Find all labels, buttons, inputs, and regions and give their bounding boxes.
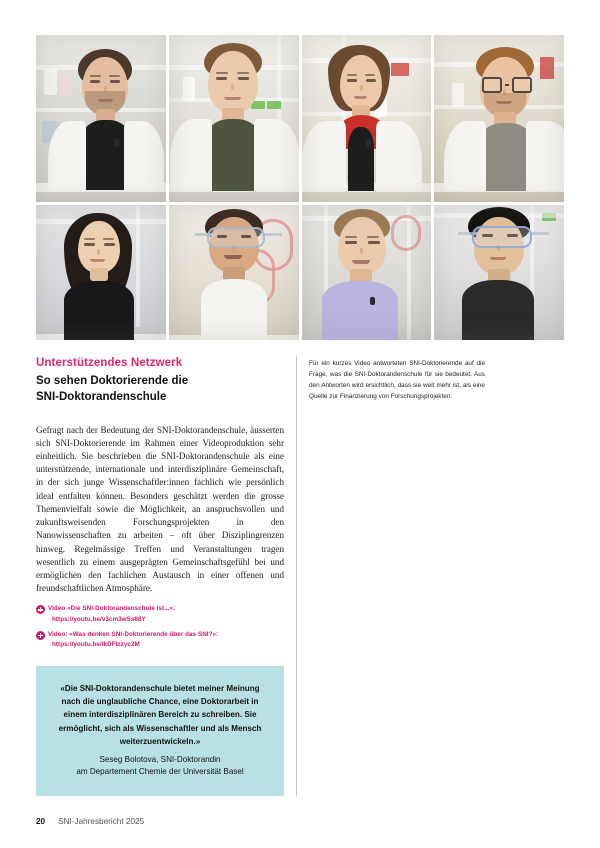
video-link-1[interactable] <box>36 604 284 624</box>
photo-student-7 <box>302 205 432 340</box>
pull-quote-attribution-line-2: am Departement Chemie der Universität Basel <box>76 767 244 777</box>
video-link-2-url[interactable]: https://youtu.be/IkDFIzzyc2M <box>52 641 140 648</box>
photo-student-4 <box>434 35 564 202</box>
photo-student-8 <box>434 205 564 340</box>
pull-quote-attribution <box>53 754 267 779</box>
video-link-2-text <box>48 630 218 650</box>
article-content <box>36 356 564 796</box>
headline-line-1: So sehen Doktorierende die <box>36 374 189 387</box>
plus-circle-icon <box>36 605 45 614</box>
pull-quote-box <box>36 666 284 796</box>
footer-publication-label: SNI-Jahresbericht 2025 <box>58 817 145 826</box>
video-link-1-text <box>48 604 175 624</box>
plus-circle-icon <box>36 631 45 640</box>
photo-student-1 <box>36 35 166 202</box>
photo-row-top <box>36 35 564 202</box>
page-title <box>36 373 284 406</box>
video-link-2[interactable] <box>36 630 284 650</box>
photo-row-bottom <box>36 205 564 340</box>
video-link-1-url[interactable]: https://youtu.be/v3cm3wSs88Y <box>52 615 146 623</box>
photo-student-3 <box>302 35 432 202</box>
column-divider <box>296 356 297 796</box>
side-column <box>297 356 564 402</box>
video-link-1-label: Video «Die SNI-Doktorandenschule ist...»: <box>48 605 176 613</box>
footer-page-number: 20 <box>36 817 46 826</box>
article-kicker: Unterstützendes Netzwerk <box>36 357 183 369</box>
photo-student-5 <box>36 205 166 340</box>
photo-collage <box>36 35 564 340</box>
pull-quote-attribution-line-1: Seseg Bolotova, SNI-Doktorandin <box>99 754 221 764</box>
photo-caption: Für ein kurzes Video antworteten SNI-Doktorierende auf die Frage, was die SNI-Doktorandenschule für sie bedeutet. Aus den Antworten wird ersichtlich, dass sie weit mehr ist, als eine Quelle zur Finanzierung von Forschungsprojekten. <box>309 360 485 401</box>
article-body: Gefragt nach der Bedeutung der SNI-Doktorandenschule, äusserten sich SNI-Doktorierende im Rahmen einer Videoproduktion sehr einheitlich. Sie beschrieben die SNI-Doktorandenschule als eine unterstützende, internationale und interdisziplinäre Gemeinschaft, in der sich junge Wissenschaftler:innen fachlich wie persönlich ideal entfalten können. Besonders geschätzt werden die grosse Themenvielfalt sowie die Möglichkeit, an anspruchsvollen und zukunftsweisenden Forschungsprojekten in den Nanowissenschaften zu arbeiten – oft über Disziplingrenzen hinweg. Regelmässige Treffen und Veranstaltungen tragen wesentlich zu einem ausgeprägten Gemeinschaftsgefühl bei und ermöglichen den fachlichen Austausch in einer offenen und freundschaftlichen Atmosphäre. <box>36 424 284 594</box>
main-column <box>36 356 284 796</box>
photo-student-2 <box>169 35 299 202</box>
video-links-list <box>36 604 284 650</box>
video-link-2-label: Video: «Was denken SNI-Doktorierende über das SNI?»: <box>48 630 219 638</box>
photo-student-6 <box>169 205 299 340</box>
headline-line-2: SNI-Doktorandenschule <box>36 391 167 404</box>
pull-quote-text: «Die SNI-Doktorandenschule bietet meiner Meinung nach die unglaubliche Chance, eine Doktorarbeit in einem interdisziplinären Bereich zu schreiben. Sie ermöglicht, sich als Wissenschaftler und als Mensch weiterzuentwickeln.» <box>58 684 262 746</box>
page-footer <box>36 817 144 826</box>
